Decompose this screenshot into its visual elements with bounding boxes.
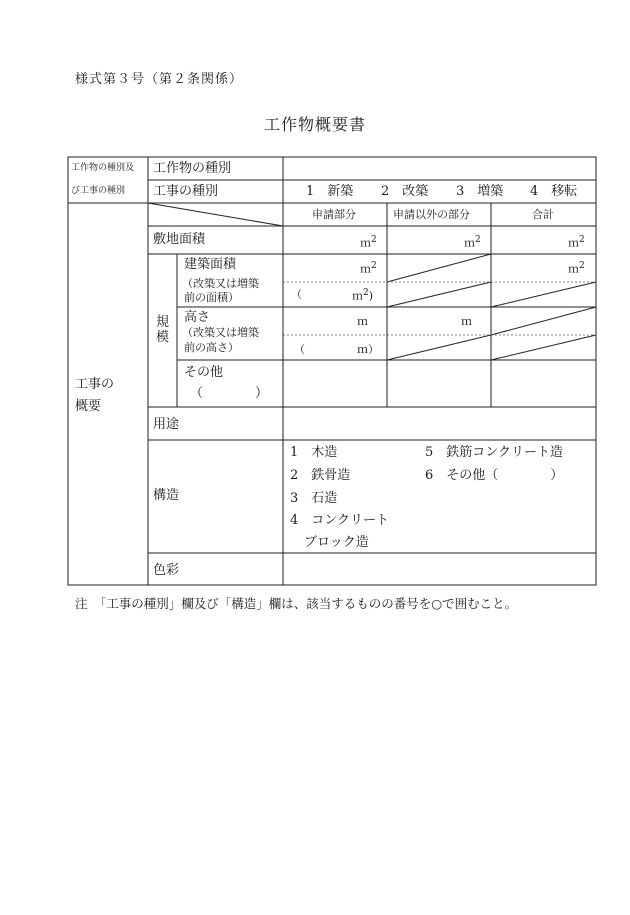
height-unit-other: ｍ	[461, 315, 472, 328]
site-area-unit-application: ｍ$^2$	[360, 235, 377, 250]
overview-label-line2: 概要	[75, 399, 102, 414]
other-label: その他	[184, 365, 224, 380]
type-header-line1: 工作物の種別及	[71, 163, 135, 173]
overview-label-line1: 工事の	[75, 377, 115, 392]
building-area-label: 建築面積	[184, 257, 237, 272]
work-type-option-1[interactable]: 1 新築	[306, 184, 354, 199]
work-type-option-2[interactable]: 2 改築	[381, 184, 429, 199]
column-total: 合計	[532, 208, 554, 221]
scale-label-line2: 模	[156, 330, 170, 345]
work-type-option-4[interactable]: 4 移転	[530, 184, 578, 199]
height-note-line1: （改築又は増築	[182, 326, 259, 339]
column-application-part: 申請部分	[312, 208, 356, 221]
use-label: 用途	[153, 417, 180, 432]
building-area-note-line1: （改築又は増築	[182, 277, 259, 290]
scale-label-line1: 規	[156, 315, 170, 330]
work-type-option-3[interactable]: 3 増築	[456, 184, 504, 199]
structure-option-6[interactable]: 6 その他（ ）	[425, 468, 564, 483]
structure-option-5[interactable]: 5 鉄筋コンクリート造	[425, 445, 564, 460]
structure-label: 構造	[153, 488, 180, 503]
form-number: 様式第３号（第２条関係）	[75, 72, 244, 87]
other-paren-open: （	[190, 386, 204, 401]
other-paren-close: ）	[255, 386, 269, 401]
structure-option-1[interactable]: 1 木造	[290, 445, 338, 460]
height-note-line2: 前の高さ）	[184, 341, 239, 354]
height-unit-application: ｍ	[357, 315, 368, 328]
structure-option-2[interactable]: 2 鉄骨造	[290, 468, 351, 483]
type-header-line2: び工事の種別	[71, 186, 126, 196]
building-area-prev-unit: ｍ$^2$)	[352, 288, 374, 303]
color-label: 色彩	[153, 563, 180, 578]
height-prev-unit: ｍ）	[357, 343, 379, 356]
site-area-unit-other: ｍ$^2$	[464, 235, 481, 250]
height-label: 高さ	[184, 310, 211, 325]
building-area-prev-paren-open: （	[291, 288, 302, 301]
document-title: 工作物概要書	[263, 115, 366, 134]
building-area-note-line2: 前の面積）	[184, 291, 239, 304]
site-area-label: 敷地面積	[153, 232, 206, 247]
footnote: 注 「工事の種別」欄及び「構造」欄は、該当するものの番号を○で囲むこと。	[75, 596, 518, 611]
structure-option-4[interactable]: 4 コンクリート	[290, 513, 390, 528]
structure-type-label: 工作物の種別	[153, 161, 232, 176]
building-area-unit-application: ｍ$^2$	[360, 261, 377, 276]
work-type-label: 工事の種別	[153, 184, 219, 199]
height-prev-paren-open: （	[294, 343, 305, 356]
structure-option-3[interactable]: 3 石造	[290, 491, 338, 506]
column-other-part: 申請以外の部分	[393, 208, 470, 221]
site-area-unit-total: ｍ$^2$	[568, 235, 585, 250]
building-area-unit-total: ｍ$^2$	[568, 261, 585, 276]
structure-option-4-cont: ブロック造	[304, 535, 369, 550]
